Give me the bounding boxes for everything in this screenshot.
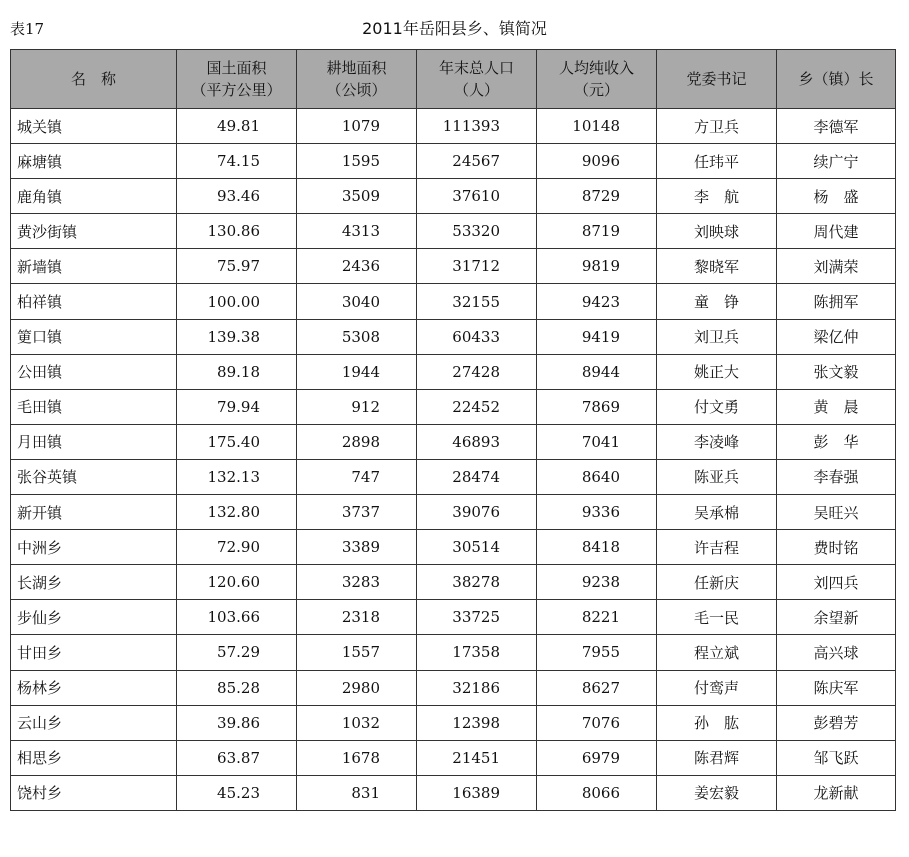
cell-name: 新开镇 <box>11 495 177 530</box>
header-farmland-unit: （公顷） <box>326 81 387 99</box>
township-table <box>10 49 896 811</box>
cell-population: 28474 <box>417 459 537 494</box>
cell-name: 新墙镇 <box>11 249 177 284</box>
table-row <box>11 705 896 740</box>
cell-population: 60433 <box>417 319 537 354</box>
cell-income: 8221 <box>537 600 657 635</box>
cell-area: 49.81 <box>177 109 297 144</box>
cell-secretary: 任玮平 <box>657 144 777 179</box>
cell-income: 9238 <box>537 565 657 600</box>
table-row <box>11 249 896 284</box>
table-number-label: 表17 <box>10 20 45 38</box>
cell-area: 63.87 <box>177 740 297 775</box>
cell-farmland: 4313 <box>297 214 417 249</box>
cell-population: 38278 <box>417 565 537 600</box>
cell-mayor: 吴旺兴 <box>777 495 896 530</box>
table-row <box>11 600 896 635</box>
cell-mayor: 刘四兵 <box>777 565 896 600</box>
cell-farmland: 1079 <box>297 109 417 144</box>
cell-name: 麻塘镇 <box>11 144 177 179</box>
cell-income: 8944 <box>537 354 657 389</box>
cell-farmland: 3509 <box>297 179 417 214</box>
cell-population: 32186 <box>417 670 537 705</box>
cell-secretary: 陈君辉 <box>657 740 777 775</box>
cell-area: 120.60 <box>177 565 297 600</box>
cell-farmland: 1678 <box>297 740 417 775</box>
cell-population: 33725 <box>417 600 537 635</box>
cell-name: 柏祥镇 <box>11 284 177 319</box>
cell-name: 杨林乡 <box>11 670 177 705</box>
cell-secretary: 姚正大 <box>657 354 777 389</box>
cell-farmland: 3389 <box>297 530 417 565</box>
cell-secretary: 孙 肱 <box>657 705 777 740</box>
cell-secretary: 姜宏毅 <box>657 775 777 810</box>
cell-area: 139.38 <box>177 319 297 354</box>
cell-area: 100.00 <box>177 284 297 319</box>
cell-income: 7869 <box>537 389 657 424</box>
cell-mayor: 黄 晨 <box>777 389 896 424</box>
cell-mayor: 陈拥军 <box>777 284 896 319</box>
cell-population: 27428 <box>417 354 537 389</box>
cell-income: 9419 <box>537 319 657 354</box>
cell-mayor: 邹飞跃 <box>777 740 896 775</box>
cell-farmland: 2980 <box>297 670 417 705</box>
cell-area: 74.15 <box>177 144 297 179</box>
table-row <box>11 670 896 705</box>
cell-secretary: 李 航 <box>657 179 777 214</box>
cell-secretary: 吴承棉 <box>657 495 777 530</box>
table-row <box>11 740 896 775</box>
cell-population: 21451 <box>417 740 537 775</box>
cell-mayor: 李春强 <box>777 459 896 494</box>
table-row <box>11 424 896 459</box>
cell-population: 111393 <box>417 109 537 144</box>
cell-mayor: 费时铭 <box>777 530 896 565</box>
cell-secretary: 李凌峰 <box>657 424 777 459</box>
header-name-label: 名 称 <box>70 70 116 88</box>
header-name <box>11 50 177 109</box>
header-area-unit: （平方公里） <box>191 81 282 99</box>
table-row <box>11 179 896 214</box>
cell-secretary: 任新庆 <box>657 565 777 600</box>
cell-name: 甘田乡 <box>11 635 177 670</box>
header-secretary-label: 党委书记 <box>686 70 747 88</box>
table-row <box>11 459 896 494</box>
table-row <box>11 144 896 179</box>
cell-name: 相思乡 <box>11 740 177 775</box>
table-row <box>11 775 896 810</box>
cell-area: 72.90 <box>177 530 297 565</box>
header-mayor-label: 乡（镇）长 <box>798 70 874 88</box>
cell-population: 30514 <box>417 530 537 565</box>
header-row <box>11 50 896 109</box>
table-row <box>11 389 896 424</box>
cell-area: 132.80 <box>177 495 297 530</box>
cell-secretary: 许吉程 <box>657 530 777 565</box>
cell-mayor: 龙新献 <box>777 775 896 810</box>
cell-area: 39.86 <box>177 705 297 740</box>
table-row <box>11 495 896 530</box>
cell-secretary: 方卫兵 <box>657 109 777 144</box>
cell-income: 7041 <box>537 424 657 459</box>
cell-mayor: 梁亿仲 <box>777 319 896 354</box>
cell-area: 93.46 <box>177 179 297 214</box>
table-body <box>11 109 896 811</box>
cell-income: 6979 <box>537 740 657 775</box>
table-row <box>11 319 896 354</box>
cell-farmland: 2318 <box>297 600 417 635</box>
cell-income: 8640 <box>537 459 657 494</box>
header-area-label: 国土面积 <box>206 59 267 77</box>
cell-income: 8627 <box>537 670 657 705</box>
cell-area: 130.86 <box>177 214 297 249</box>
header-population-label: 年末总人口 <box>438 59 514 77</box>
table-row <box>11 635 896 670</box>
cell-mayor: 陈庆军 <box>777 670 896 705</box>
cell-mayor: 周代建 <box>777 214 896 249</box>
header-area <box>177 50 297 109</box>
cell-farmland: 1595 <box>297 144 417 179</box>
cell-mayor: 彭 华 <box>777 424 896 459</box>
cell-area: 45.23 <box>177 775 297 810</box>
table-title: 2011年岳阳县乡、镇简况 <box>362 19 547 38</box>
cell-mayor: 余望新 <box>777 600 896 635</box>
cell-population: 12398 <box>417 705 537 740</box>
header-farmland-label: 耕地面积 <box>326 59 387 77</box>
cell-farmland: 3283 <box>297 565 417 600</box>
cell-income: 9819 <box>537 249 657 284</box>
table-row <box>11 565 896 600</box>
cell-population: 24567 <box>417 144 537 179</box>
cell-farmland: 831 <box>297 775 417 810</box>
cell-name: 张谷英镇 <box>11 459 177 494</box>
cell-farmland: 3040 <box>297 284 417 319</box>
header-farmland <box>297 50 417 109</box>
cell-name: 长湖乡 <box>11 565 177 600</box>
cell-secretary: 陈亚兵 <box>657 459 777 494</box>
cell-income: 7955 <box>537 635 657 670</box>
cell-income: 8066 <box>537 775 657 810</box>
cell-area: 57.29 <box>177 635 297 670</box>
cell-area: 85.28 <box>177 670 297 705</box>
header-income <box>537 50 657 109</box>
cell-population: 22452 <box>417 389 537 424</box>
cell-population: 32155 <box>417 284 537 319</box>
cell-farmland: 1032 <box>297 705 417 740</box>
table-row <box>11 109 896 144</box>
cell-name: 城关镇 <box>11 109 177 144</box>
cell-name: 步仙乡 <box>11 600 177 635</box>
table-row <box>11 354 896 389</box>
cell-area: 75.97 <box>177 249 297 284</box>
header-population <box>417 50 537 109</box>
table-row <box>11 530 896 565</box>
cell-farmland: 2436 <box>297 249 417 284</box>
header-mayor <box>777 50 896 109</box>
cell-mayor: 续广宁 <box>777 144 896 179</box>
cell-name: 毛田镇 <box>11 389 177 424</box>
cell-name: 筻口镇 <box>11 319 177 354</box>
cell-farmland: 747 <box>297 459 417 494</box>
cell-area: 89.18 <box>177 354 297 389</box>
cell-name: 鹿角镇 <box>11 179 177 214</box>
cell-name: 饶村乡 <box>11 775 177 810</box>
cell-population: 17358 <box>417 635 537 670</box>
cell-population: 46893 <box>417 424 537 459</box>
cell-mayor: 高兴球 <box>777 635 896 670</box>
cell-secretary: 刘卫兵 <box>657 319 777 354</box>
cell-farmland: 1557 <box>297 635 417 670</box>
cell-mayor: 张文毅 <box>777 354 896 389</box>
cell-name: 月田镇 <box>11 424 177 459</box>
cell-area: 132.13 <box>177 459 297 494</box>
cell-mayor: 刘满荣 <box>777 249 896 284</box>
cell-mayor: 杨 盛 <box>777 179 896 214</box>
cell-farmland: 5308 <box>297 319 417 354</box>
header-income-label: 人均纯收入 <box>558 59 634 77</box>
cell-farmland: 912 <box>297 389 417 424</box>
table-row <box>11 284 896 319</box>
cell-farmland: 1944 <box>297 354 417 389</box>
cell-area: 103.66 <box>177 600 297 635</box>
cell-secretary: 付文勇 <box>657 389 777 424</box>
cell-secretary: 黎晓军 <box>657 249 777 284</box>
table-row <box>11 214 896 249</box>
cell-area: 79.94 <box>177 389 297 424</box>
cell-name: 黄沙街镇 <box>11 214 177 249</box>
table-header <box>11 50 896 109</box>
cell-farmland: 2898 <box>297 424 417 459</box>
cell-name: 公田镇 <box>11 354 177 389</box>
cell-secretary: 毛一民 <box>657 600 777 635</box>
cell-income: 9096 <box>537 144 657 179</box>
cell-mayor: 李德军 <box>777 109 896 144</box>
cell-area: 175.40 <box>177 424 297 459</box>
cell-secretary: 刘映球 <box>657 214 777 249</box>
cell-name: 云山乡 <box>11 705 177 740</box>
cell-income: 8719 <box>537 214 657 249</box>
cell-population: 53320 <box>417 214 537 249</box>
cell-name: 中洲乡 <box>11 530 177 565</box>
header-income-unit: （元） <box>573 81 619 99</box>
cell-population: 39076 <box>417 495 537 530</box>
cell-income: 9336 <box>537 495 657 530</box>
header-secretary <box>657 50 777 109</box>
cell-income: 8729 <box>537 179 657 214</box>
cell-population: 16389 <box>417 775 537 810</box>
cell-income: 7076 <box>537 705 657 740</box>
cell-income: 10148 <box>537 109 657 144</box>
cell-income: 9423 <box>537 284 657 319</box>
cell-mayor: 彭碧芳 <box>777 705 896 740</box>
cell-income: 8418 <box>537 530 657 565</box>
cell-population: 37610 <box>417 179 537 214</box>
cell-secretary: 程立斌 <box>657 635 777 670</box>
cell-secretary: 童 铮 <box>657 284 777 319</box>
cell-secretary: 付鸾声 <box>657 670 777 705</box>
header-population-unit: （人） <box>453 81 499 99</box>
cell-population: 31712 <box>417 249 537 284</box>
cell-farmland: 3737 <box>297 495 417 530</box>
